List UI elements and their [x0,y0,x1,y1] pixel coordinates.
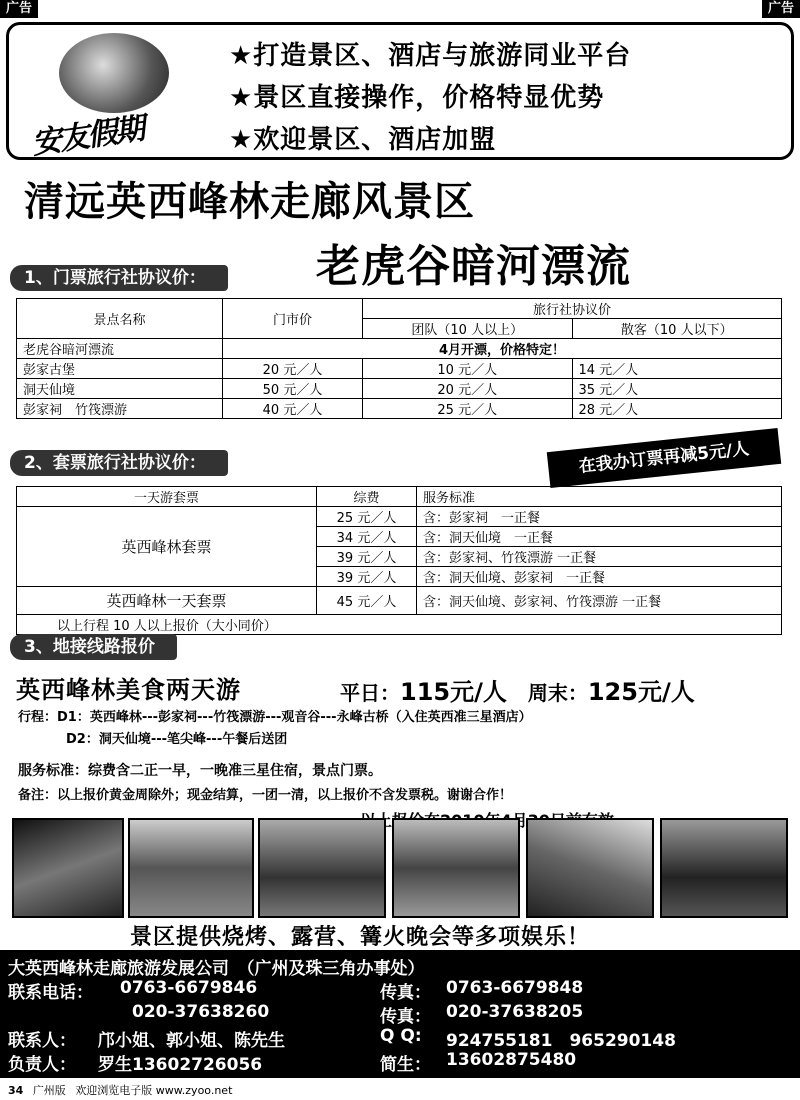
header-single: 散客（10 人以下） [572,319,782,339]
remark: 备注：以上报价黄金周除外；现金结算，一团一清，以上报价不含发票税。谢谢合作！ [18,788,513,803]
manager-label: 负责人： [8,1055,76,1075]
sms-number: 13602875480 [446,1050,577,1070]
phone-label: 联系电话： [8,983,93,1003]
ad-line-1: ★打造景区、酒店与旅游同业平台 [229,41,632,71]
cell-fee: 45 元／人 [317,587,417,615]
table-row [17,399,782,419]
weekday-label: 平日： [340,681,400,705]
logo-icon [59,33,169,113]
qq-number: 924755181 965290148 [446,1031,676,1051]
package-name: 英西峰林套票 [17,507,317,587]
phone-2: 020-37638260 [132,1002,270,1022]
scenery-photo [660,818,788,918]
person-label: 联系人： [8,1031,76,1051]
promo-banner: 在我办订票再减5元/人 [547,428,781,488]
company-name: 大英西峰林走廊旅游发展公司 （广州及珠三角办事处） [8,959,425,979]
scenery-photo [128,818,254,918]
cell-single: 35 元／人 [572,379,782,399]
cell-fee: 39 元／人 [317,567,417,587]
itinerary-d1: 行程：D1：英西峰林---彭家祠---竹筏漂游---观音谷---永峰古桥（入住英西准三星酒店） [18,710,532,725]
magazine-name: 广州版 [32,1084,66,1097]
header-group: 团队（10 人以上） [363,319,573,339]
slogan: 景区提供烧烤、露营、篝火晚会等多项娱乐！ [130,925,591,950]
section-2-label: 2、套票旅行社协议价： [10,450,228,476]
persons: 邝小姐、郭小姐、陈先生 [98,1031,285,1051]
fax-label-1: 传真： [380,983,431,1003]
cell-single: 14 元／人 [572,359,782,379]
cell-note: 4月开漂，价格特定！ [223,339,782,359]
fax-1: 0763-6679848 [446,978,584,998]
cell-fee: 34 元／人 [317,527,417,547]
table-row [17,587,782,615]
footnote: 以上行程 10 人以上报价（大小同价） [17,615,782,635]
manager: 罗生13602726056 [98,1055,263,1075]
itinerary-d2: D2：洞天仙境---笔尖峰---午餐后送团 [66,732,288,747]
scenery-photo [258,818,386,918]
weekday-price: 115元/人 [400,678,507,706]
ad-tag-left: 广告 [0,0,38,18]
cell-price: 20 元／人 [223,359,363,379]
section-1-label: 1、门票旅行社协议价： [10,265,228,291]
header-service: 服务标准 [417,487,782,507]
qq-label: Q Q: [380,1026,422,1046]
cell-group: 10 元／人 [363,359,573,379]
scenery-photo [526,818,654,918]
cell-service: 含：彭家祠 一正餐 [417,507,782,527]
scenery-photo [12,818,124,918]
ticket-price-table [16,298,782,419]
header-name: 景点名称 [17,299,223,339]
cell-price: 50 元／人 [223,379,363,399]
fax-2: 020-37638205 [446,1002,584,1022]
table-row [17,507,782,527]
header-fee: 综费 [317,487,417,507]
table-row [17,359,782,379]
package-price-table [16,486,782,635]
cell-name: 彭家祠 竹筏漂游 [17,399,223,419]
cell-group: 20 元／人 [363,379,573,399]
service-standard: 服务标准：综费含二正一早，一晚准三星住宿，景点门票。 [18,763,382,779]
cell-service: 含：彭家祠、竹筏漂游 一正餐 [417,547,782,567]
cell-single: 28 元／人 [572,399,782,419]
footer [8,1082,232,1098]
table-row [17,339,782,359]
cell-name: 彭家古堡 [17,359,223,379]
cell-service: 含：洞天仙境 一正餐 [417,527,782,547]
header-package: 一天游套票 [17,487,317,507]
ad-line-3: ★欢迎景区、酒店加盟 [229,125,497,155]
price-line [340,672,695,707]
header-price: 门市价 [223,299,363,339]
sms-label: 简生： [380,1055,431,1075]
cell-fee: 25 元／人 [317,507,417,527]
cell-service: 含：洞天仙境、彭家祠、竹筏漂游 一正餐 [417,587,782,615]
scenery-photo [392,818,520,918]
tour-name: 英西峰林美食两天游 [16,676,241,704]
cell-name: 老虎谷暗河漂流 [17,339,223,359]
package-name: 英西峰林一天套票 [17,587,317,615]
sub-title: 老虎谷暗河漂流 [316,241,631,292]
weekend-price: 125元/人 [587,678,695,706]
cell-price: 40 元／人 [223,399,363,419]
cell-fee: 39 元／人 [317,547,417,567]
main-title: 清远英西峰林走廊风景区 [24,179,475,225]
ad-line-2: ★景区直接操作，价格特显优势 [229,83,605,113]
website: 欢迎浏览电子版 www.zyoo.net [75,1084,233,1097]
ad-banner [6,22,794,160]
table-row [17,379,782,399]
contact-block [0,950,800,1078]
ad-tag-right: 广告 [762,0,800,18]
weekend-label: 周末： [527,681,588,705]
cell-group: 25 元／人 [363,399,573,419]
cell-service: 含：洞天仙境、彭家祠 一正餐 [417,567,782,587]
phone-1: 0763-6679846 [120,978,258,998]
fax-label-2: 传真： [380,1007,431,1027]
cell-name: 洞天仙境 [17,379,223,399]
section-3-label: 3、地接线路报价 [10,634,177,660]
header-agency: 旅行社协议价 [363,299,782,319]
page-number: 34 [8,1084,24,1097]
logo-text: 安友假期 [29,111,146,162]
